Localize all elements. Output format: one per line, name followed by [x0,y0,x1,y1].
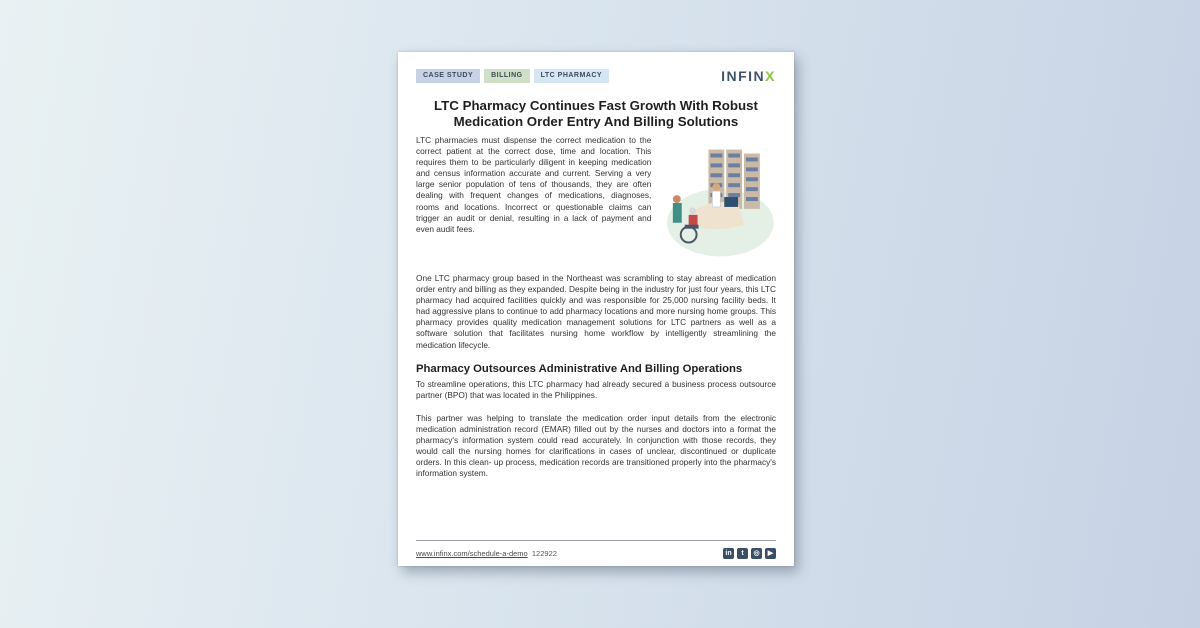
instagram-icon[interactable]: ◎ [751,548,762,559]
body-paragraph-1: One LTC pharmacy group based in the Northeast was scrambling to stay abreast of medication order entry and billing as they expanded. Despite being in the industry for just four years, this LTC pharmacy had acquired facilities quickly and was responsible for 25,000 nursing facility beds. It had aggressive plans to continue to add pharmacy locations and more nursing home groups. This pharmacy provides quality medication management solutions for LTC partners as well as a software solution that facilitates nursing home workflow by intelligently streamlining the medication lifecycle. [416,273,776,350]
pharmacy-illustration [659,141,776,261]
document-title [416,98,776,130]
body-paragraph-2: To streamline operations, this LTC pharmacy had already secured a business process outsource partner (BPO) that was located in the Philippines. [416,378,776,400]
title-line-2: Medication Order Entry And Billing Solutions [453,114,739,129]
twitter-icon[interactable]: t [737,548,748,559]
document-header [416,68,776,84]
social-icons [723,548,776,559]
document-footer [416,540,776,559]
intro-section [416,135,776,261]
intro-paragraph: LTC pharmacies must dispense the correct medication to the correct patient at the correct dose, time and location. This requires them to be particularly diligent in keeping medication and census information accurate and current. Serving a very large senior population of tens of thousands, they are often dealing with frequent changes of medications, diagnoses, rooms and locations. Incorrect or questionable claims can trigger an audit or denial, resulting in a lack of payment and even audit fees. [416,135,652,234]
body-paragraph-3: This partner was helping to translate the medication order input details from the electronic medication administration record (EMAR) filled out by the nurses and doctors into a format the pharmacy's information system could read accurately. In conjunction with those records, they would call the nursing homes for clarifications in cases of unclear, discontinued or duplicate orders. In this clean- up process, medication records are transitioned properly into the pharmacy's information system. [416,412,776,479]
footer-url-link[interactable]: www.infinx.com/schedule-a-demo [416,549,528,558]
tag-ltc-pharmacy: LTC PHARMACY [534,69,609,83]
footer-code: 122922 [531,549,557,558]
tag-case-study: CASE STUDY [416,69,480,83]
tag-billing: BILLING [484,69,530,83]
title-line-1: LTC Pharmacy Continues Fast Growth With Robust [434,98,758,113]
logo-main: INFIN [721,68,766,84]
document-page [398,52,794,566]
footer-text [416,549,557,558]
section-heading: Pharmacy Outsources Administrative And Billing Operations [416,362,743,375]
youtube-icon[interactable]: ▶ [765,548,776,559]
infinx-logo [721,68,776,84]
tag-list [416,69,609,83]
linkedin-icon[interactable]: in [723,548,734,559]
logo-accent: X [765,68,776,84]
